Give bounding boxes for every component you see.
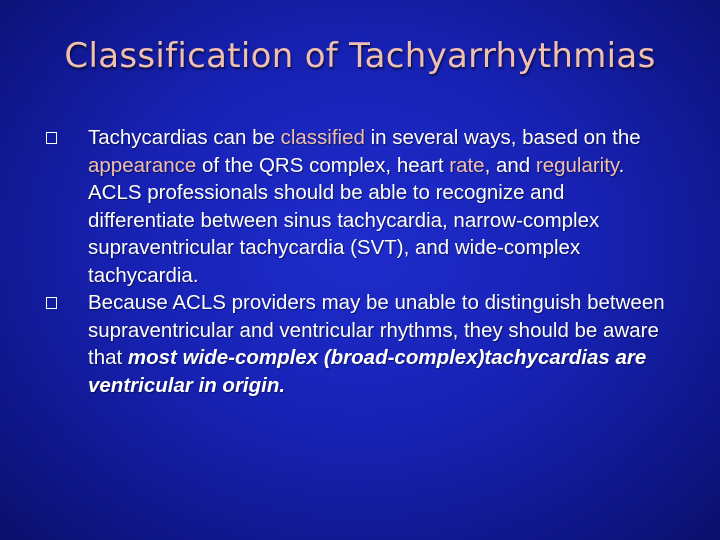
text-segment: Because ACLS providers may be unable to distinguish between supraventricular and ventricular rhythms, they should be aware that (88, 291, 665, 369)
highlighted-term: appearance (88, 153, 197, 177)
bullet-item (46, 289, 676, 399)
text-segment: in several ways, based on the (364, 126, 641, 149)
square-bullet-icon (46, 297, 57, 309)
highlighted-term: regularity (535, 153, 619, 177)
slide-title: Classification of Tachyarrhythmias (64, 36, 656, 76)
bullet-item (46, 124, 676, 289)
bullet-list (46, 124, 676, 399)
text-segment: . ACLS professionals should be able to recognize and differentiate between sinus tachycardia, narrow-complex supraventricular tachycardia (SVT), and wide-complex tachycardia. (88, 153, 625, 287)
bullet-text (88, 291, 665, 397)
text-segment: , and (484, 153, 536, 177)
square-bullet-icon (46, 132, 57, 144)
highlighted-term: rate (449, 153, 485, 177)
text-segment: of the QRS complex, heart (196, 153, 450, 177)
emphasized-statement: most wide-complex (broad-complex)tachycardias are ventricular in origin. (88, 346, 647, 397)
highlighted-term: classified (280, 126, 365, 149)
text-segment: Tachycardias can be (88, 126, 281, 149)
bullet-text (88, 126, 641, 287)
